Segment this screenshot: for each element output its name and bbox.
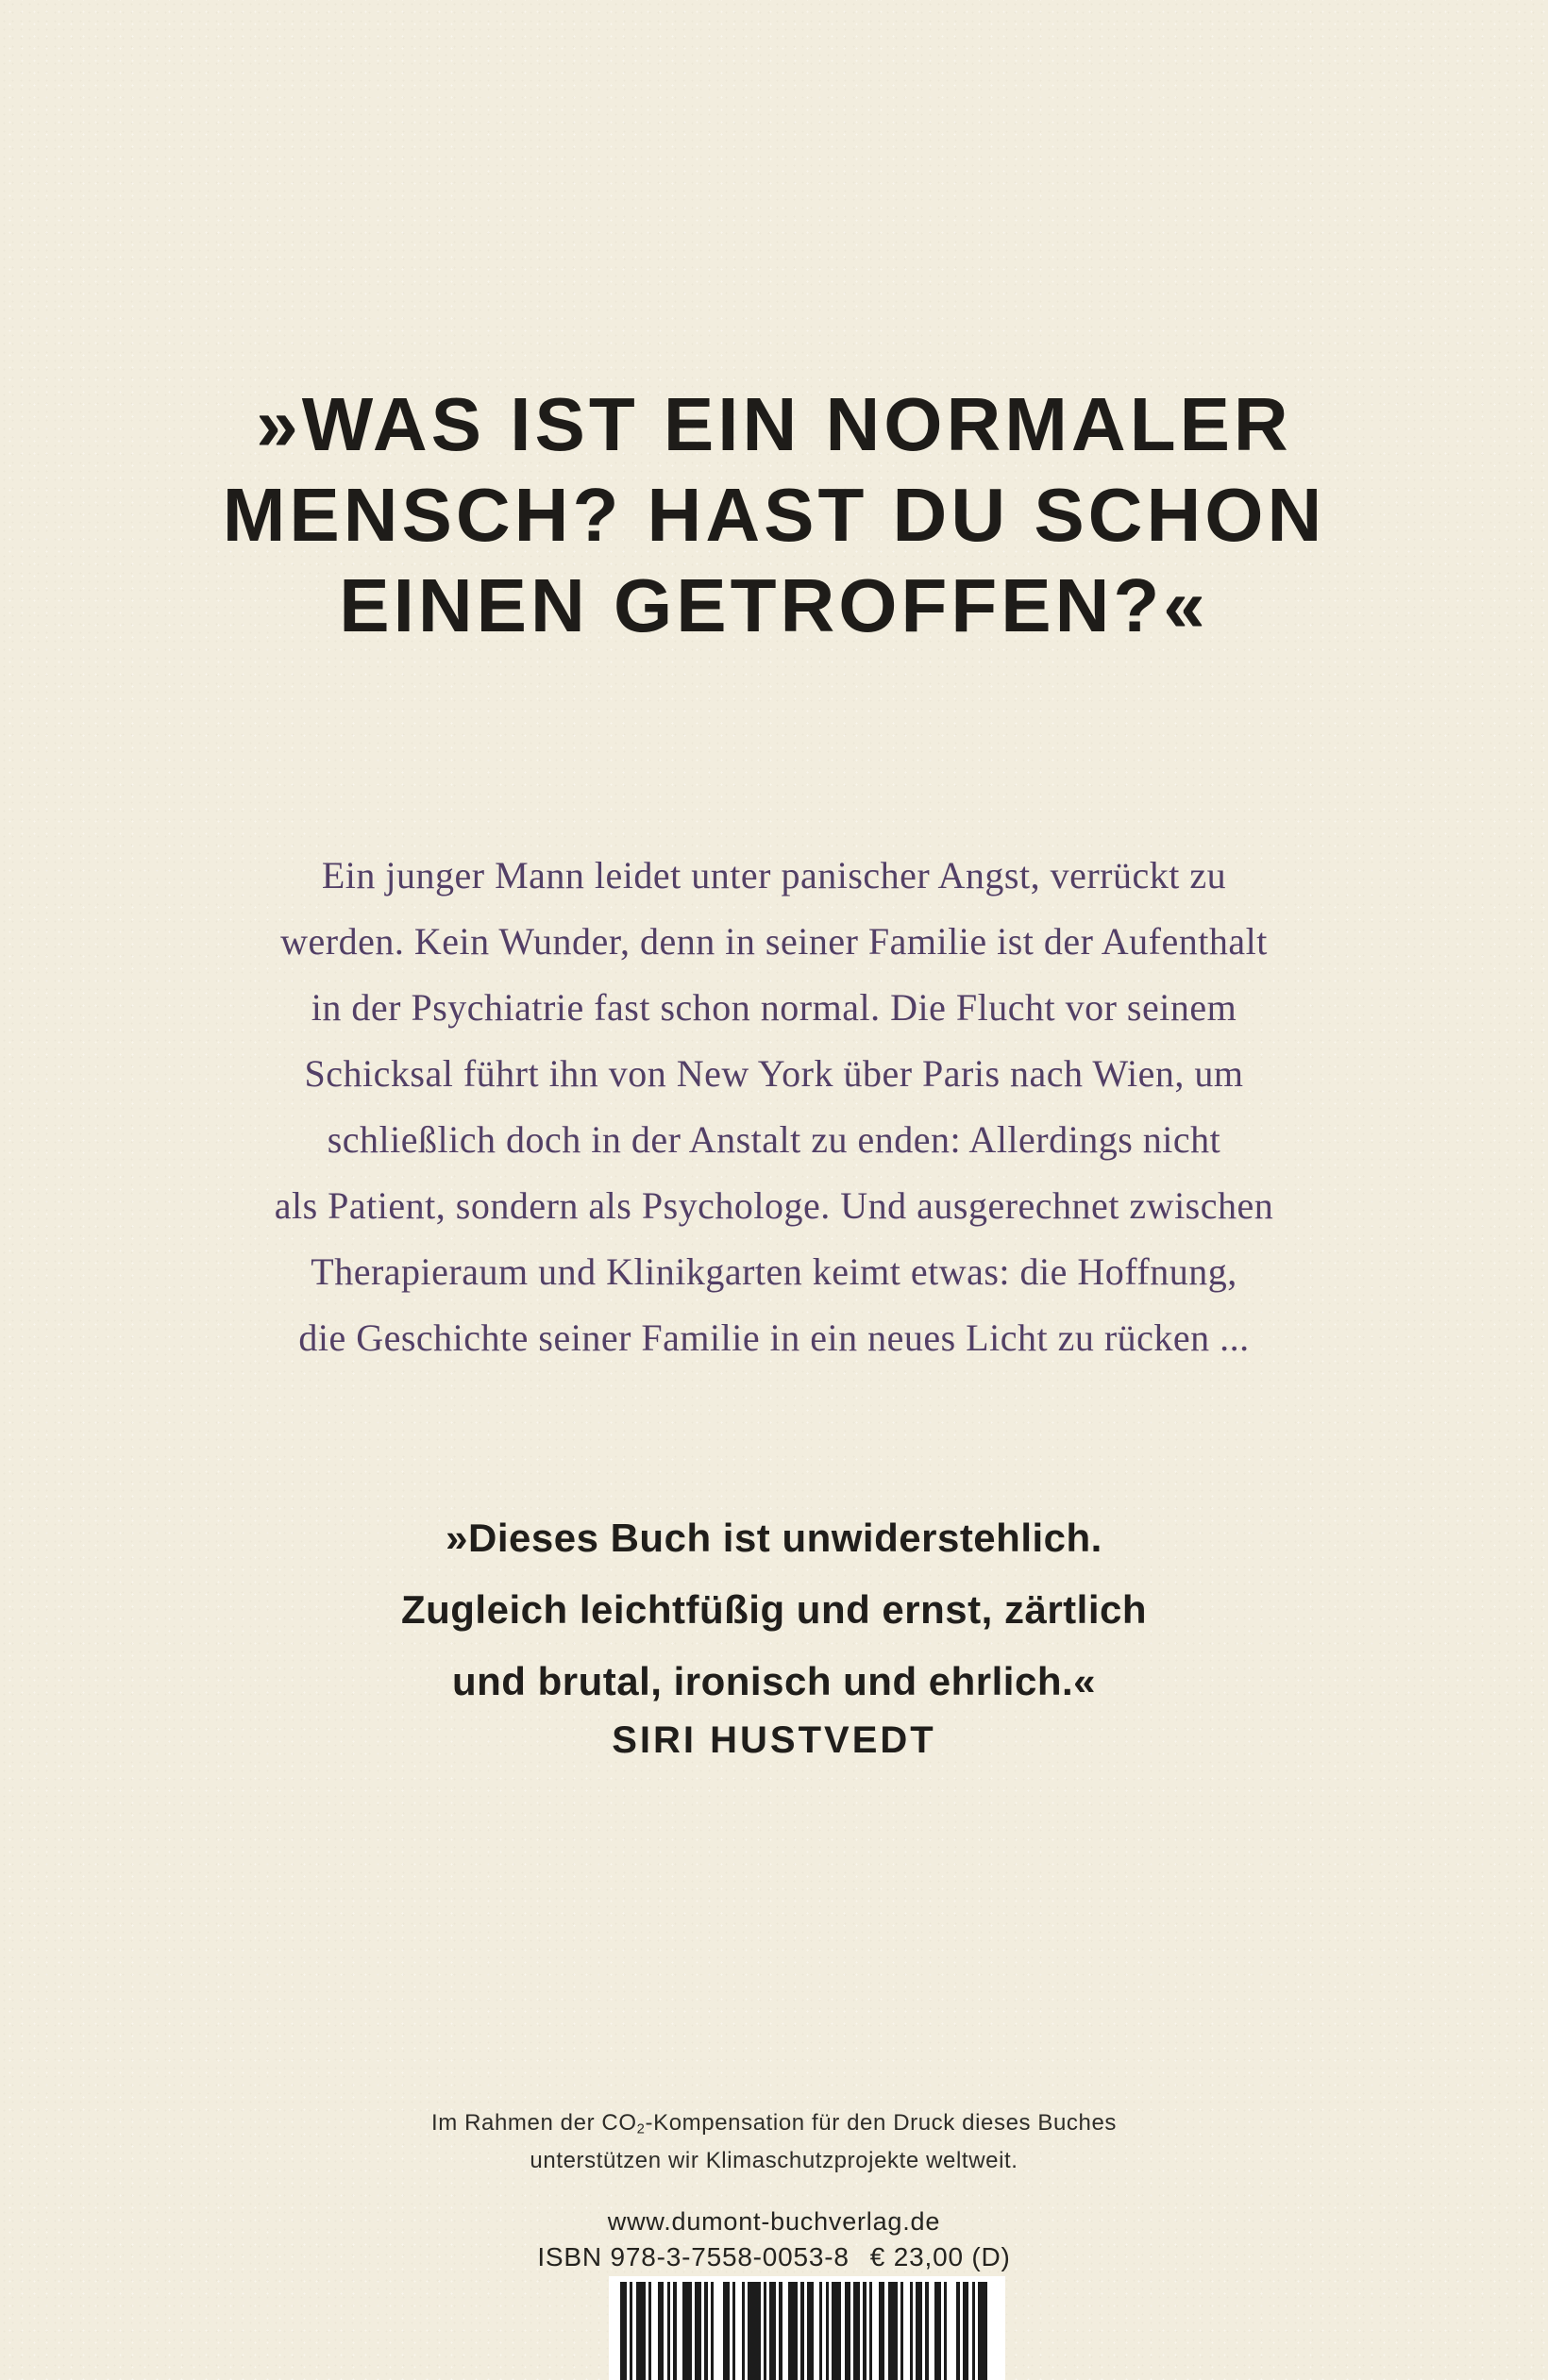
co2-subscript: 2 bbox=[636, 2121, 646, 2137]
headline-line: »WAS IST EIN NORMALER bbox=[256, 382, 1292, 466]
quote-attribution: SIRI HUSTVEDT bbox=[612, 1719, 936, 1761]
synopsis bbox=[0, 843, 1548, 1371]
endorsement-quote bbox=[0, 1502, 1548, 1718]
synopsis-line: als Patient, sondern als Psychologe. Und ausgerechnet zwischen bbox=[274, 1184, 1274, 1227]
synopsis-line: Therapieraum und Klinikgarten keimt etwas: die Hoffnung, bbox=[311, 1250, 1237, 1293]
co2-note-line2: unterstützen wir Klimaschutzprojekte weltweit. bbox=[530, 2148, 1018, 2173]
synopsis-line: Schicksal führt ihn von New York über Paris nach Wien, um bbox=[304, 1052, 1244, 1095]
headline-line: MENSCH? HAST DU SCHON bbox=[222, 473, 1326, 557]
quote-line: »Dieses Buch ist unwiderstehlich. bbox=[446, 1516, 1102, 1560]
co2-note-suffix: -Kompensation für den Druck dieses Buches bbox=[645, 2110, 1118, 2136]
synopsis-line: Ein junger Mann leidet unter panischer Angst, verrückt zu bbox=[321, 854, 1227, 897]
quote-line: Zugleich leichtfüßig und ernst, zärtlich bbox=[400, 1587, 1148, 1632]
website-url: www.dumont-buchverlag.de bbox=[607, 2207, 941, 2236]
synopsis-line: in der Psychiatrie fast schon normal. Die Flucht vor seinem bbox=[311, 986, 1237, 1029]
co2-note-line1 bbox=[0, 2104, 1548, 2142]
barcode-bars bbox=[620, 2282, 994, 2380]
price-text: € 23,00 (D) bbox=[869, 2242, 1011, 2271]
isbn-text: ISBN 978-3-7558-0053-8 bbox=[537, 2242, 850, 2271]
isbn-price-line bbox=[0, 2240, 1548, 2274]
headline-line: EINEN GETROFFEN?« bbox=[339, 563, 1209, 647]
co2-note bbox=[0, 2104, 1548, 2180]
synopsis-line: schließlich doch in der Anstalt zu enden: Allerdings nicht bbox=[327, 1118, 1221, 1161]
co2-note-prefix: Im Rahmen der CO bbox=[430, 2110, 637, 2136]
headline bbox=[0, 379, 1548, 651]
barcode bbox=[609, 2276, 1005, 2380]
synopsis-line: werden. Kein Wunder, denn in seiner Familie ist der Aufenthalt bbox=[280, 920, 1268, 963]
quote-line: und brutal, ironisch und ehrlich.« bbox=[451, 1659, 1097, 1703]
synopsis-line: die Geschichte seiner Familie in ein neues Licht zu rücken ... bbox=[298, 1316, 1250, 1359]
